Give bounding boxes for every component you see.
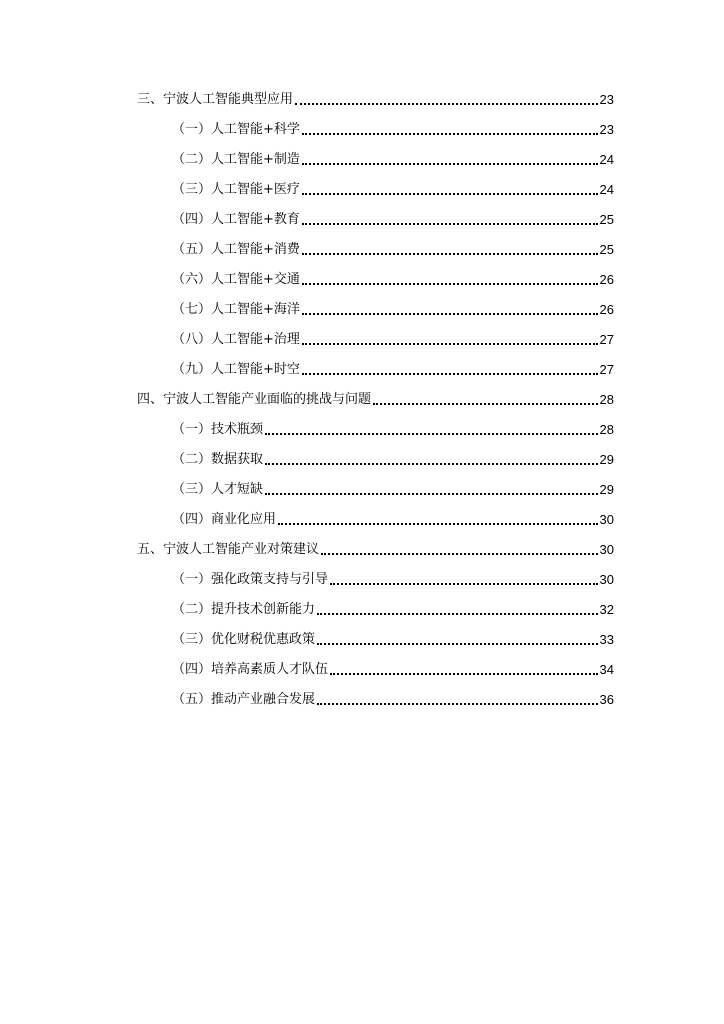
toc-entry-label: （二）数据获取: [172, 452, 264, 467]
toc-entry-page-number: 29: [599, 452, 614, 467]
toc-entry-subsection[interactable]: [172, 688, 614, 708]
toc-entry-subsection[interactable]: [172, 628, 614, 648]
toc-entry-subsection[interactable]: [172, 118, 614, 138]
dot-leader: [373, 403, 598, 405]
toc-entry-label: （五）推动产业融合发展: [172, 692, 316, 707]
toc-entry-label: （四）人工智能+教育: [172, 212, 300, 227]
toc-entry-subsection[interactable]: [172, 358, 614, 378]
toc-entry-subsection[interactable]: [172, 418, 614, 438]
toc-entry-section-3[interactable]: [137, 88, 614, 108]
toc-entry-label: （九）人工智能+时空: [172, 362, 300, 377]
dot-leader: [302, 163, 598, 165]
toc-entry-label: （二）人工智能+制造: [172, 152, 300, 167]
toc-entry-subsection[interactable]: [172, 658, 614, 678]
dot-leader: [302, 313, 598, 315]
toc-entry-subsection[interactable]: [172, 598, 614, 618]
toc-entry-page-number: 25: [599, 242, 614, 257]
dot-leader: [317, 643, 598, 645]
toc-entry-subsection[interactable]: [172, 508, 614, 528]
toc-entry-subsection[interactable]: [172, 268, 614, 288]
toc-entry-page-number: 30: [599, 512, 614, 527]
toc-entry-section-5[interactable]: [137, 538, 614, 558]
toc-entry-page-number: 36: [599, 692, 614, 707]
toc-entry-label: （八）人工智能+治理: [172, 332, 300, 347]
toc-entry-page-number: 29: [599, 482, 614, 497]
toc-entry-label: （四）商业化应用: [172, 512, 277, 527]
toc-entry-page-number: 28: [599, 392, 614, 407]
toc-entry-subsection[interactable]: [172, 448, 614, 468]
toc-entry-page-number: 23: [599, 92, 614, 107]
toc-entry-page-number: 27: [599, 332, 614, 347]
dot-leader: [317, 703, 598, 705]
toc-entry-page-number: 28: [599, 422, 614, 437]
toc-entry-subsection[interactable]: [172, 478, 614, 498]
toc-entry-page-number: 25: [599, 212, 614, 227]
toc-entry-page-number: 26: [599, 302, 614, 317]
toc-entry-subsection[interactable]: [172, 298, 614, 318]
dot-leader: [278, 523, 598, 525]
toc-entry-page-number: 32: [599, 602, 614, 617]
dot-leader: [302, 253, 598, 255]
toc-entry-label: （七）人工智能+海洋: [172, 302, 300, 317]
dot-leader: [302, 133, 598, 135]
toc-entry-label: （三）优化财税优惠政策: [172, 632, 316, 647]
dot-leader: [302, 223, 598, 225]
dot-leader: [295, 103, 598, 105]
toc-entry-label: 四、宁波人工智能产业面临的挑战与问题: [137, 392, 372, 407]
toc-entry-subsection[interactable]: [172, 238, 614, 258]
toc-entry-subsection[interactable]: [172, 568, 614, 588]
dot-leader: [317, 613, 598, 615]
toc-entry-label: （二）提升技术创新能力: [172, 602, 316, 617]
toc-entry-page-number: 24: [599, 182, 614, 197]
toc-entry-label: （一）人工智能+科学: [172, 122, 300, 137]
toc-entry-label: （三）人工智能+医疗: [172, 182, 300, 197]
toc-entry-page-number: 30: [599, 572, 614, 587]
toc-entry-page-number: 33: [599, 632, 614, 647]
toc-entry-label: （三）人才短缺: [172, 482, 264, 497]
toc-entry-label: （一）技术瓶颈: [172, 422, 264, 437]
toc-entry-label: （一）强化政策支持与引导: [172, 572, 329, 587]
toc-entry-page-number: 23: [599, 122, 614, 137]
dot-leader: [321, 553, 598, 555]
dot-leader: [302, 283, 598, 285]
toc-entry-page-number: 26: [599, 272, 614, 287]
toc-entry-label: 三、宁波人工智能典型应用: [137, 92, 294, 107]
toc-entry-page-number: 27: [599, 362, 614, 377]
toc-entry-subsection[interactable]: [172, 148, 614, 168]
dot-leader: [265, 463, 598, 465]
dot-leader: [330, 583, 598, 585]
toc-entry-section-4[interactable]: [137, 388, 614, 408]
dot-leader: [302, 343, 598, 345]
toc-entry-label: （六）人工智能+交通: [172, 272, 300, 287]
toc-entry-label: （五）人工智能+消费: [172, 242, 300, 257]
toc-entry-subsection[interactable]: [172, 208, 614, 228]
toc-entry-label: （四）培养高素质人才队伍: [172, 662, 329, 677]
dot-leader: [265, 493, 598, 495]
dot-leader: [330, 673, 598, 675]
dot-leader: [302, 373, 598, 375]
toc-entry-page-number: 24: [599, 152, 614, 167]
toc-entry-subsection[interactable]: [172, 178, 614, 198]
toc-entry-page-number: 30: [599, 542, 614, 557]
dot-leader: [302, 193, 598, 195]
dot-leader: [265, 433, 598, 435]
toc-entry-page-number: 34: [599, 662, 614, 677]
toc-entry-subsection[interactable]: [172, 328, 614, 348]
toc-entry-label: 五、宁波人工智能产业对策建议: [137, 542, 320, 557]
